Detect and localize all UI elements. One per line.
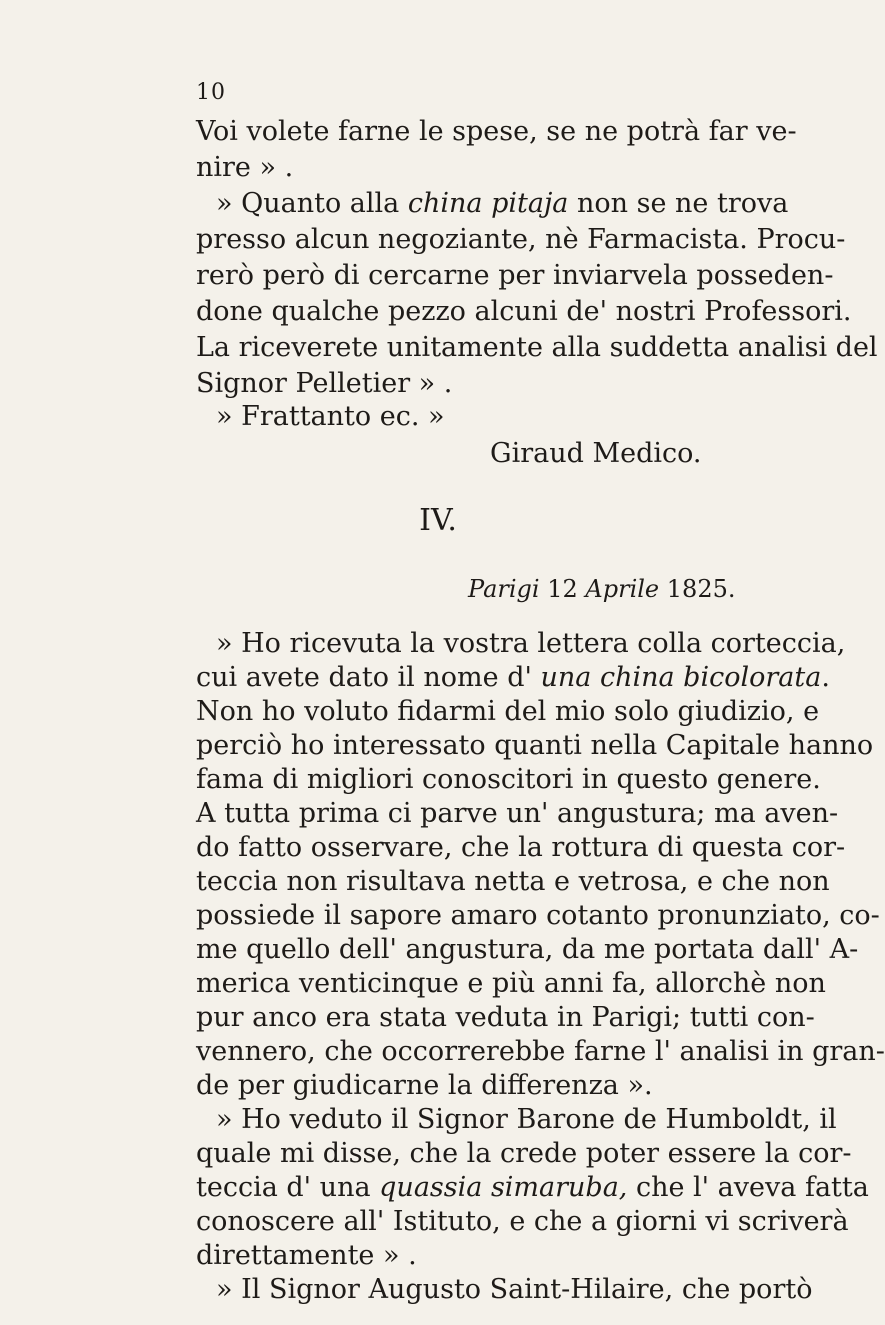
text-span: che l' aveva fatta: [627, 1172, 869, 1203]
date-month: Aprile: [585, 575, 660, 603]
text-line: vennero, che occorrerebbe farne l' analisi in gran-: [196, 1036, 885, 1067]
text-line: perciò ho interessato quanti nella Capitale hanno: [196, 730, 874, 761]
text-line: fama di migliori conoscitori in questo genere.: [196, 764, 821, 795]
date-day: 12: [547, 575, 578, 603]
text-line: done qualche pezzo alcuni de' nostri Professori.: [196, 296, 852, 327]
page-number: 10: [196, 80, 226, 105]
text-line: » Il Signor Augusto Saint-Hilaire, che portò: [216, 1274, 813, 1305]
text-span: » Quanto alla: [216, 188, 408, 219]
text-span: cui avete dato il nome d': [196, 662, 541, 693]
signature: Giraud Medico.: [490, 438, 702, 469]
text-line: Signor Pelletier » .: [196, 368, 453, 399]
italic-term: una china bicolorata: [540, 662, 822, 693]
text-line: Non ho voluto fidarmi del mio solo giudizio, e: [196, 696, 820, 727]
text-line: possiede il sapore amaro cotanto pronunziato, co-: [196, 900, 880, 931]
text-line: [196, 1172, 869, 1204]
text-line: » Ho veduto il Signor Barone de Humboldt, il: [216, 1104, 837, 1135]
date-year: 1825.: [666, 575, 736, 603]
text-line: do fatto osservare, che la rottura di questa cor-: [196, 832, 846, 863]
text-line: [196, 662, 830, 694]
text-line: » Ho ricevuta la vostra lettera colla corteccia,: [216, 628, 846, 659]
text-line: direttamente » .: [196, 1240, 417, 1271]
dateline: [468, 575, 736, 603]
text-line: conoscere all' Istituto, e che a giorni vi scriverà: [196, 1206, 849, 1237]
text-line: de per giudicarne la differenza ».: [196, 1070, 653, 1101]
text-line: merica venticinque e più anni fa, allorchè non: [196, 968, 826, 999]
text-line: quale mi disse, che la crede poter essere la cor-: [196, 1138, 852, 1169]
text-span: teccia d' una: [196, 1172, 380, 1203]
text-line: La riceverete unitamente alla suddetta analisi del: [196, 332, 878, 363]
text-line: me quello dell' angustura, da me portata dall' A-: [196, 934, 859, 965]
text-line: nire » .: [196, 152, 294, 183]
text-line: teccia non risultava netta e vetrosa, e che non: [196, 866, 830, 897]
text-line: » Frattanto ec. »: [216, 401, 445, 432]
text-line: Voi volete farne le spese, se ne potrà far ve-: [196, 116, 797, 147]
text-line: A tutta prima ci parve un' angustura; ma aven-: [196, 798, 839, 829]
italic-term: quassia simaruba,: [379, 1172, 628, 1203]
italic-term: china pitaja: [407, 188, 569, 219]
date-city: Parigi: [468, 575, 540, 603]
text-span: non se ne trova: [568, 188, 789, 219]
text-line: rerò però di cercarne per inviarvela posseden-: [196, 260, 834, 291]
text-line: [216, 188, 789, 220]
section-heading: IV.: [419, 503, 457, 538]
text-line: pur anco era stata veduta in Parigi; tutti con-: [196, 1002, 815, 1033]
text-span: .: [821, 662, 830, 693]
text-line: presso alcun negoziante, nè Farmacista. Procu-: [196, 224, 846, 255]
